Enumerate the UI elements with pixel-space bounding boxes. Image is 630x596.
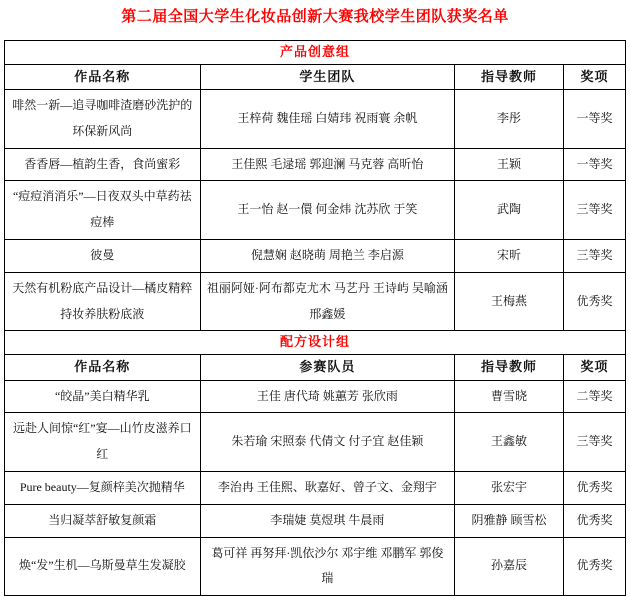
cell-award: 优秀奖 bbox=[563, 471, 625, 504]
cell-work: 香香唇—植韵生香，食尚蜜彩 bbox=[5, 148, 201, 181]
table-row bbox=[5, 240, 626, 273]
cell-team: 李瑞婕 莫煜琪 牛晨雨 bbox=[200, 504, 455, 537]
cell-award: 二等奖 bbox=[563, 380, 625, 413]
cell-award: 优秀奖 bbox=[563, 504, 625, 537]
section-title: 产品创意组 bbox=[5, 41, 626, 65]
table-row bbox=[5, 380, 626, 413]
cell-teacher: 武陶 bbox=[455, 181, 564, 240]
cell-teacher: 王鑫敏 bbox=[455, 413, 564, 472]
col-header-work: 作品名称 bbox=[5, 355, 201, 380]
cell-team: 王梓荷 魏佳瑶 白婧玮 祝雨寰 余帆 bbox=[200, 90, 455, 149]
col-header-teacher: 指导教师 bbox=[455, 64, 564, 89]
cell-work: Pure beauty—复颜梓美次抛精华 bbox=[5, 471, 201, 504]
awards-table bbox=[4, 40, 626, 596]
cell-work: 彼曼 bbox=[5, 240, 201, 273]
column-header-row bbox=[5, 355, 626, 380]
cell-team: 祖丽阿娅·阿布都克尤木 马艺丹 王诗屿 吴喻涵 邢鑫媛 bbox=[200, 272, 455, 331]
cell-team: 王一怡 赵一儇 何金炜 沈苏欣 于笑 bbox=[200, 181, 455, 240]
cell-award: 优秀奖 bbox=[563, 537, 625, 596]
cell-teacher: 阴雅静 顾雪松 bbox=[455, 504, 564, 537]
cell-award: 三等奖 bbox=[563, 413, 625, 472]
col-header-teacher: 指导教师 bbox=[455, 355, 564, 380]
table-row bbox=[5, 272, 626, 331]
cell-team: 李治冉 王佳熙、耿嘉好、曾子文、金翔宇 bbox=[200, 471, 455, 504]
table-row bbox=[5, 90, 626, 149]
cell-work: 啡然一新—追寻咖啡渣磨砂洗护的环保新风尚 bbox=[5, 90, 201, 149]
cell-team: 朱若瑜 宋照泰 代倩文 付子宜 赵佳颖 bbox=[200, 413, 455, 472]
table-row bbox=[5, 413, 626, 472]
cell-teacher: 李彤 bbox=[455, 90, 564, 149]
cell-teacher: 曹雪晓 bbox=[455, 380, 564, 413]
col-header-work: 作品名称 bbox=[5, 64, 201, 89]
cell-team: 王佳熙 毛逯瑶 郭迎澜 马克蓉 高昕怡 bbox=[200, 148, 455, 181]
cell-award: 三等奖 bbox=[563, 181, 625, 240]
column-header-row bbox=[5, 64, 626, 89]
section-title: 配方设计组 bbox=[5, 331, 626, 355]
table-row bbox=[5, 537, 626, 596]
cell-award: 一等奖 bbox=[563, 90, 625, 149]
table-row bbox=[5, 504, 626, 537]
cell-teacher: 孙嘉辰 bbox=[455, 537, 564, 596]
cell-teacher: 王梅燕 bbox=[455, 272, 564, 331]
table-row bbox=[5, 148, 626, 181]
col-header-team: 参赛队员 bbox=[200, 355, 455, 380]
cell-award: 一等奖 bbox=[563, 148, 625, 181]
col-header-award: 奖项 bbox=[563, 355, 625, 380]
cell-teacher: 张宏宇 bbox=[455, 471, 564, 504]
cell-award: 优秀奖 bbox=[563, 272, 625, 331]
col-header-team: 学生团队 bbox=[200, 64, 455, 89]
section-header-product-creative bbox=[5, 41, 626, 65]
page-title: 第二届全国大学生化妆品创新大赛我校学生团队获奖名单 bbox=[121, 9, 509, 25]
col-header-award: 奖项 bbox=[563, 64, 625, 89]
section-header-formula-design bbox=[5, 331, 626, 355]
cell-work: 远赴人间惊“红”宴—山竹皮滋养口红 bbox=[5, 413, 201, 472]
cell-work: “皎晶”美白精华乳 bbox=[5, 380, 201, 413]
cell-work: 当归凝萃舒敏复颜霜 bbox=[5, 504, 201, 537]
table-row bbox=[5, 181, 626, 240]
cell-team: 王佳 唐代琦 姚蕙芳 张欣雨 bbox=[200, 380, 455, 413]
cell-award: 三等奖 bbox=[563, 240, 625, 273]
cell-work: 天然有机粉底产品设计—橘皮精粹持妆养肤粉底液 bbox=[5, 272, 201, 331]
cell-teacher: 宋昕 bbox=[455, 240, 564, 273]
cell-teacher: 王颖 bbox=[455, 148, 564, 181]
cell-work: “痘痘消消乐”—日夜双头中草药祛痘棒 bbox=[5, 181, 201, 240]
cell-team: 葛可祥 再努拜·凯依沙尔 邓宇维 邓鹏军 郭俊瑞 bbox=[200, 537, 455, 596]
cell-team: 倪慧娴 赵晓萌 周艳兰 李启源 bbox=[200, 240, 455, 273]
cell-work: 焕“发”生机—乌斯曼草生发凝胶 bbox=[5, 537, 201, 596]
table-row bbox=[5, 471, 626, 504]
